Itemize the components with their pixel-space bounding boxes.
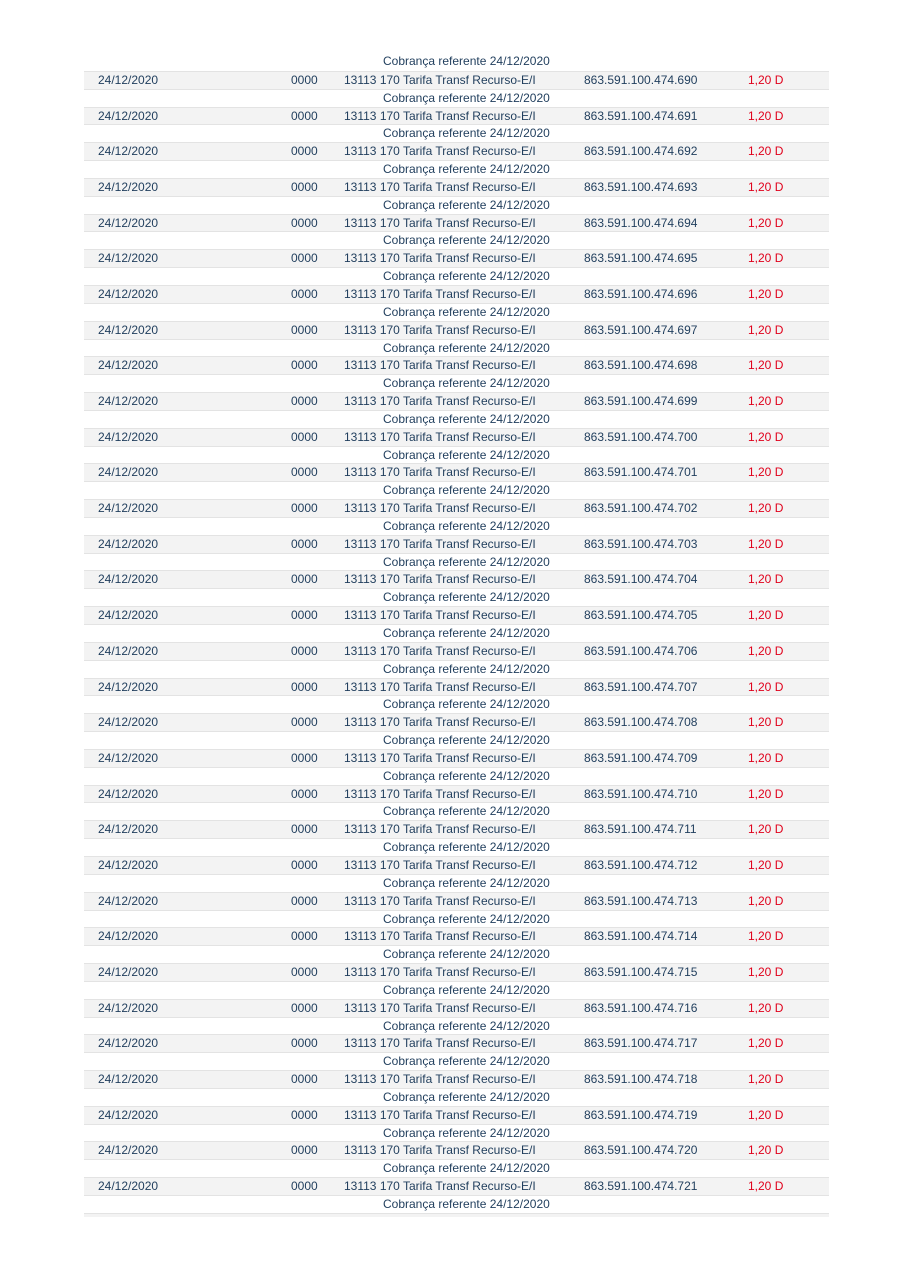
transaction-document: 863.591.100.474.719 — [584, 1107, 698, 1122]
statement-table — [84, 53, 829, 1217]
transaction-row — [84, 892, 829, 910]
transaction-detail: Cobrança referente 24/12/2020 — [383, 626, 550, 640]
transaction-detail-row — [84, 374, 829, 392]
transaction-amount: 1,20 D — [748, 679, 784, 694]
transaction-detail-row — [84, 410, 829, 428]
transaction-history: 13113 170 Tarifa Transf Recurso-E/I — [344, 679, 536, 694]
transaction-date: 24/12/2020 — [98, 1143, 159, 1158]
transaction-agency: 0000 — [291, 215, 318, 230]
transaction-detail: Cobrança referente 24/12/2020 — [383, 733, 550, 748]
transaction-detail-row — [84, 481, 829, 499]
transaction-amount: 1,20 D — [748, 1072, 784, 1087]
transaction-row — [84, 178, 829, 196]
transaction-document: 863.591.100.474.706 — [584, 643, 698, 658]
transaction-amount: 1,20 D — [748, 750, 784, 765]
transaction-detail-row — [84, 231, 829, 249]
transaction-date: 24/12/2020 — [98, 286, 159, 301]
transaction-agency: 0000 — [291, 893, 318, 908]
transaction-date: 24/12/2020 — [98, 465, 159, 480]
transaction-amount: 1,20 D — [748, 786, 784, 801]
transaction-date: 24/12/2020 — [98, 929, 159, 944]
transaction-detail-row — [84, 695, 829, 713]
transaction-history: 13113 170 Tarifa Transf Recurso-E/I — [344, 1179, 536, 1194]
transaction-document: 863.591.100.474.700 — [584, 429, 698, 444]
transaction-row — [84, 963, 829, 981]
transaction-detail: Cobrança referente 24/12/2020 — [383, 554, 550, 569]
transaction-detail: Cobrança referente 24/12/2020 — [383, 1197, 550, 1211]
transaction-row — [84, 107, 829, 125]
transaction-history: 13113 170 Tarifa Transf Recurso-E/I — [344, 286, 536, 301]
transaction-date: 24/12/2020 — [98, 144, 159, 159]
transaction-date: 24/12/2020 — [98, 715, 159, 730]
transaction-history: 13113 170 Tarifa Transf Recurso-E/I — [344, 786, 536, 801]
transaction-document: 863.591.100.474.694 — [584, 215, 698, 230]
transaction-document: 863.591.100.474.710 — [584, 786, 698, 801]
transaction-row — [84, 749, 829, 767]
transaction-document: 863.591.100.474.716 — [584, 1000, 698, 1015]
transaction-document: 863.591.100.474.717 — [584, 1036, 698, 1051]
transaction-date: 24/12/2020 — [98, 429, 159, 444]
transaction-detail: Cobrança referente 24/12/2020 — [383, 982, 550, 997]
transaction-agency: 0000 — [291, 1036, 318, 1051]
transaction-detail: Cobrança referente 24/12/2020 — [383, 518, 550, 533]
transaction-agency: 0000 — [291, 501, 318, 516]
transaction-date: 24/12/2020 — [98, 965, 159, 980]
transaction-date: 24/12/2020 — [98, 643, 159, 658]
transaction-detail-row — [84, 588, 829, 606]
transaction-agency: 0000 — [291, 822, 318, 837]
transaction-document: 863.591.100.474.713 — [584, 893, 698, 908]
transaction-row — [84, 321, 829, 339]
transaction-detail-row — [84, 124, 829, 142]
transaction-detail: Cobrança referente 24/12/2020 — [383, 1018, 550, 1033]
transaction-amount: 1,20 D — [748, 857, 784, 872]
transaction-date: 24/12/2020 — [98, 750, 159, 765]
transaction-row — [84, 428, 829, 446]
transaction-history: 13113 170 Tarifa Transf Recurso-E/I — [344, 893, 536, 908]
transaction-detail: Cobrança referente 24/12/2020 — [383, 54, 550, 68]
transaction-agency: 0000 — [291, 786, 318, 801]
transaction-agency: 0000 — [291, 965, 318, 980]
transaction-date: 24/12/2020 — [98, 501, 159, 516]
transaction-row — [84, 999, 829, 1017]
transaction-date: 24/12/2020 — [98, 822, 159, 837]
transaction-detail-row — [84, 767, 829, 785]
transaction-date: 24/12/2020 — [98, 394, 159, 409]
transaction-document: 863.591.100.474.701 — [584, 465, 698, 480]
transaction-detail-row — [84, 267, 829, 285]
transaction-row — [84, 856, 829, 874]
transaction-document: 863.591.100.474.698 — [584, 358, 698, 373]
transaction-detail-row — [84, 660, 829, 678]
transaction-amount: 1,20 D — [748, 1107, 784, 1122]
transaction-detail-row — [84, 1017, 829, 1035]
transaction-agency: 0000 — [291, 1000, 318, 1015]
transaction-amount: 1,20 D — [748, 572, 784, 587]
transaction-row — [84, 285, 829, 303]
transaction-agency: 0000 — [291, 857, 318, 872]
transaction-amount: 1,20 D — [748, 358, 784, 373]
transaction-detail: Cobrança referente 24/12/2020 — [383, 447, 550, 462]
transaction-detail: Cobrança referente 24/12/2020 — [383, 697, 550, 712]
transaction-detail: Cobrança referente 24/12/2020 — [383, 269, 550, 284]
transaction-detail: Cobrança referente 24/12/2020 — [383, 840, 550, 855]
transaction-row — [84, 1106, 829, 1124]
transaction-detail: Cobrança referente 24/12/2020 — [383, 590, 550, 605]
transaction-date: 24/12/2020 — [98, 786, 159, 801]
transaction-agency: 0000 — [291, 929, 318, 944]
transaction-detail-row — [84, 910, 829, 928]
transaction-amount: 1,20 D — [748, 108, 784, 123]
transaction-detail: Cobrança referente 24/12/2020 — [383, 804, 550, 819]
transaction-row — [84, 499, 829, 517]
transaction-agency: 0000 — [291, 643, 318, 658]
transaction-amount: 1,20 D — [748, 394, 784, 409]
transaction-history: 13113 170 Tarifa Transf Recurso-E/I — [344, 465, 536, 480]
transaction-amount: 1,20 D — [748, 429, 784, 444]
transaction-history: 13113 170 Tarifa Transf Recurso-E/I — [344, 1000, 536, 1015]
transaction-amount: 1,20 D — [748, 251, 784, 266]
transaction-agency: 0000 — [291, 72, 318, 87]
transaction-agency: 0000 — [291, 536, 318, 551]
transaction-date: 24/12/2020 — [98, 108, 159, 123]
transaction-date: 24/12/2020 — [98, 72, 159, 87]
transaction-agency: 0000 — [291, 1107, 318, 1122]
transaction-agency: 0000 — [291, 715, 318, 730]
transaction-amount: 1,20 D — [748, 215, 784, 230]
transaction-detail: Cobrança referente 24/12/2020 — [383, 947, 550, 962]
transaction-row — [84, 535, 829, 553]
transaction-row — [84, 785, 829, 803]
transaction-agency: 0000 — [291, 322, 318, 337]
transaction-detail-row — [84, 624, 829, 642]
transaction-agency: 0000 — [291, 286, 318, 301]
transaction-row — [84, 1141, 829, 1159]
transaction-detail: Cobrança referente 24/12/2020 — [383, 340, 550, 355]
transaction-detail: Cobrança referente 24/12/2020 — [383, 197, 550, 212]
transaction-date: 24/12/2020 — [98, 1036, 159, 1051]
transaction-detail-row — [84, 945, 829, 963]
transaction-amount: 1,20 D — [748, 929, 784, 944]
transaction-document: 863.591.100.474.696 — [584, 286, 698, 301]
transaction-history: 13113 170 Tarifa Transf Recurso-E/I — [344, 1036, 536, 1051]
transaction-history: 13113 170 Tarifa Transf Recurso-E/I — [344, 108, 536, 123]
transaction-agency: 0000 — [291, 608, 318, 623]
transaction-row — [84, 71, 829, 89]
transaction-detail: Cobrança referente 24/12/2020 — [383, 1125, 550, 1140]
transaction-detail: Cobrança referente 24/12/2020 — [383, 768, 550, 783]
transaction-amount: 1,20 D — [748, 465, 784, 480]
transaction-row — [84, 463, 829, 481]
transaction-history: 13113 170 Tarifa Transf Recurso-E/I — [344, 358, 536, 373]
transaction-date: 24/12/2020 — [98, 358, 159, 373]
transaction-history: 13113 170 Tarifa Transf Recurso-E/I — [344, 1143, 536, 1158]
transaction-amount: 1,20 D — [748, 536, 784, 551]
transaction-detail: Cobrança referente 24/12/2020 — [383, 483, 550, 498]
transaction-date: 24/12/2020 — [98, 572, 159, 587]
transaction-amount: 1,20 D — [748, 322, 784, 337]
transaction-detail-row — [84, 981, 829, 999]
transaction-detail: Cobrança referente 24/12/2020 — [383, 376, 550, 391]
transaction-row — [84, 927, 829, 945]
transaction-amount: 1,20 D — [748, 179, 784, 194]
transaction-detail-row — [84, 1159, 829, 1177]
transaction-document: 863.591.100.474.697 — [584, 322, 698, 337]
transaction-history: 13113 170 Tarifa Transf Recurso-E/I — [344, 394, 536, 409]
transaction-agency: 0000 — [291, 1143, 318, 1158]
transaction-amount: 1,20 D — [748, 643, 784, 658]
transaction-detail-row — [84, 1195, 829, 1213]
transaction-document: 863.591.100.474.718 — [584, 1072, 698, 1087]
transaction-document: 863.591.100.474.705 — [584, 608, 698, 623]
transaction-row — [84, 1070, 829, 1088]
transaction-history: 13113 170 Tarifa Transf Recurso-E/I — [344, 822, 536, 837]
transaction-history: 13113 170 Tarifa Transf Recurso-E/I — [344, 251, 536, 266]
transaction-date: 24/12/2020 — [98, 679, 159, 694]
transaction-history: 13113 170 Tarifa Transf Recurso-E/I — [344, 643, 536, 658]
transaction-detail: Cobrança referente 24/12/2020 — [383, 1089, 550, 1104]
transaction-row — [84, 606, 829, 624]
transaction-amount: 1,20 D — [748, 72, 784, 87]
transaction-row — [84, 142, 829, 160]
transaction-detail: Cobrança referente 24/12/2020 — [383, 411, 550, 426]
transaction-document: 863.591.100.474.712 — [584, 857, 698, 872]
transaction-amount: 1,20 D — [748, 286, 784, 301]
transaction-date: 24/12/2020 — [98, 251, 159, 266]
transaction-row — [84, 678, 829, 696]
transaction-history: 13113 170 Tarifa Transf Recurso-E/I — [344, 179, 536, 194]
transaction-detail-row — [84, 160, 829, 178]
transaction-detail-row — [84, 196, 829, 214]
transaction-detail: Cobrança referente 24/12/2020 — [383, 126, 550, 141]
transaction-agency: 0000 — [291, 1072, 318, 1087]
transaction-history: 13113 170 Tarifa Transf Recurso-E/I — [344, 322, 536, 337]
transaction-document: 863.591.100.474.720 — [584, 1143, 698, 1158]
transaction-date: 24/12/2020 — [98, 1179, 159, 1194]
transaction-agency: 0000 — [291, 679, 318, 694]
transaction-row — [84, 249, 829, 267]
transaction-detail: Cobrança referente 24/12/2020 — [383, 661, 550, 676]
transaction-amount: 1,20 D — [748, 608, 784, 623]
transaction-history: 13113 170 Tarifa Transf Recurso-E/I — [344, 750, 536, 765]
transaction-date: 24/12/2020 — [98, 1107, 159, 1122]
transaction-history: 13113 170 Tarifa Transf Recurso-E/I — [344, 72, 536, 87]
transaction-agency: 0000 — [291, 1179, 318, 1194]
transaction-history: 13113 170 Tarifa Transf Recurso-E/I — [344, 1072, 536, 1087]
transaction-detail: Cobrança referente 24/12/2020 — [383, 911, 550, 926]
transaction-document: 863.591.100.474.709 — [584, 750, 698, 765]
transaction-detail-row — [84, 1124, 829, 1142]
transaction-agency: 0000 — [291, 251, 318, 266]
transaction-date: 24/12/2020 — [98, 857, 159, 872]
transaction-agency: 0000 — [291, 179, 318, 194]
transaction-document: 863.591.100.474.707 — [584, 679, 698, 694]
transaction-agency: 0000 — [291, 108, 318, 123]
transaction-detail: Cobrança referente 24/12/2020 — [383, 875, 550, 890]
transaction-date: 24/12/2020 — [98, 179, 159, 194]
transaction-agency: 0000 — [291, 429, 318, 444]
transaction-history: 13113 170 Tarifa Transf Recurso-E/I — [344, 608, 536, 623]
transaction-document: 863.591.100.474.691 — [584, 108, 698, 123]
transaction-document: 863.591.100.474.693 — [584, 179, 698, 194]
transaction-agency: 0000 — [291, 358, 318, 373]
transaction-history: 13113 170 Tarifa Transf Recurso-E/I — [344, 572, 536, 587]
transaction-agency: 0000 — [291, 465, 318, 480]
transaction-detail-row — [84, 874, 829, 892]
transaction-document: 863.591.100.474.711 — [584, 822, 697, 837]
transaction-date: 24/12/2020 — [98, 1072, 159, 1087]
transaction-amount: 1,20 D — [748, 893, 784, 908]
transaction-row — [84, 820, 829, 838]
leading-detail-row — [84, 53, 829, 71]
transaction-document: 863.591.100.474.690 — [584, 72, 698, 87]
transaction-detail-row — [84, 517, 829, 535]
transaction-detail-row — [84, 446, 829, 464]
transaction-document: 863.591.100.474.695 — [584, 251, 698, 266]
transaction-row — [84, 214, 829, 232]
transaction-agency: 0000 — [291, 144, 318, 159]
transaction-date: 24/12/2020 — [98, 322, 159, 337]
transaction-agency: 0000 — [291, 572, 318, 587]
transaction-history: 13113 170 Tarifa Transf Recurso-E/I — [344, 536, 536, 551]
transaction-date: 24/12/2020 — [98, 536, 159, 551]
transaction-detail-row — [84, 1088, 829, 1106]
transaction-document: 863.591.100.474.692 — [584, 144, 698, 159]
transaction-detail-row — [84, 731, 829, 749]
transaction-document: 863.591.100.474.699 — [584, 394, 698, 409]
transaction-history: 13113 170 Tarifa Transf Recurso-E/I — [344, 144, 536, 159]
transaction-history: 13113 170 Tarifa Transf Recurso-E/I — [344, 1107, 536, 1122]
transaction-detail-row — [84, 339, 829, 357]
transaction-amount: 1,20 D — [748, 1000, 784, 1015]
transaction-row — [84, 392, 829, 410]
transaction-detail: Cobrança referente 24/12/2020 — [383, 1054, 550, 1069]
transaction-date: 24/12/2020 — [98, 608, 159, 623]
transaction-row — [84, 570, 829, 588]
transaction-detail-row — [84, 553, 829, 571]
transaction-history: 13113 170 Tarifa Transf Recurso-E/I — [344, 215, 536, 230]
transaction-date: 24/12/2020 — [98, 1000, 159, 1015]
transaction-history: 13113 170 Tarifa Transf Recurso-E/I — [344, 715, 536, 730]
transaction-detail-row — [84, 89, 829, 107]
transaction-detail-row — [84, 1052, 829, 1070]
transaction-detail-row — [84, 303, 829, 321]
transaction-document: 863.591.100.474.703 — [584, 536, 698, 551]
statement-rows — [84, 71, 829, 1213]
transaction-amount: 1,20 D — [748, 822, 784, 837]
transaction-history: 13113 170 Tarifa Transf Recurso-E/I — [344, 929, 536, 944]
transaction-detail-row — [84, 838, 829, 856]
transaction-history: 13113 170 Tarifa Transf Recurso-E/I — [344, 857, 536, 872]
transaction-document: 863.591.100.474.721 — [584, 1179, 698, 1194]
transaction-agency: 0000 — [291, 394, 318, 409]
transaction-detail: Cobrança referente 24/12/2020 — [383, 90, 550, 105]
transaction-history: 13113 170 Tarifa Transf Recurso-E/I — [344, 965, 536, 980]
transaction-amount: 1,20 D — [748, 1143, 784, 1158]
transaction-amount: 1,20 D — [748, 501, 784, 516]
transaction-history: 13113 170 Tarifa Transf Recurso-E/I — [344, 429, 536, 444]
transaction-detail: Cobrança referente 24/12/2020 — [383, 233, 550, 248]
transaction-amount: 1,20 D — [748, 715, 784, 730]
transaction-row — [84, 1177, 829, 1195]
transaction-history: 13113 170 Tarifa Transf Recurso-E/I — [344, 501, 536, 516]
transaction-row — [84, 356, 829, 374]
transaction-document: 863.591.100.474.714 — [584, 929, 698, 944]
transaction-agency: 0000 — [291, 750, 318, 765]
transaction-detail-row — [84, 802, 829, 820]
transaction-amount: 1,20 D — [748, 1179, 784, 1194]
transaction-amount: 1,20 D — [748, 144, 784, 159]
transaction-detail: Cobrança referente 24/12/2020 — [383, 1161, 550, 1176]
transaction-row — [84, 713, 829, 731]
transaction-detail: Cobrança referente 24/12/2020 — [383, 304, 550, 319]
transaction-row — [84, 642, 829, 660]
transaction-date: 24/12/2020 — [98, 215, 159, 230]
transaction-row — [84, 1034, 829, 1052]
transaction-date: 24/12/2020 — [98, 893, 159, 908]
transaction-amount: 1,20 D — [748, 1036, 784, 1051]
transaction-document: 863.591.100.474.702 — [584, 501, 698, 516]
transaction-detail: Cobrança referente 24/12/2020 — [383, 162, 550, 177]
transaction-document: 863.591.100.474.708 — [584, 715, 698, 730]
transaction-amount: 1,20 D — [748, 965, 784, 980]
transaction-document: 863.591.100.474.704 — [584, 572, 698, 587]
transaction-document: 863.591.100.474.715 — [584, 965, 698, 980]
